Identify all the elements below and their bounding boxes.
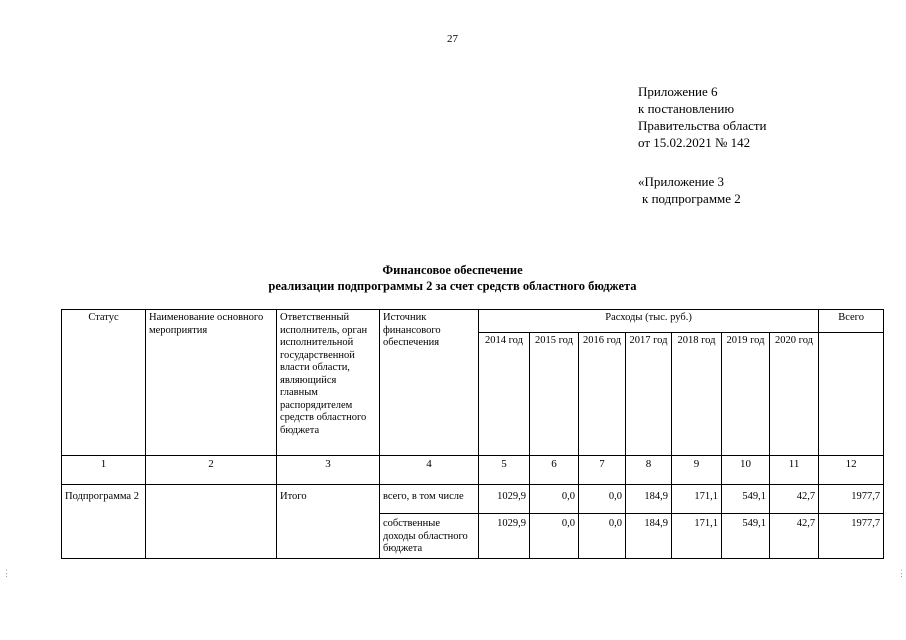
header-year: 2015 год (530, 333, 579, 456)
page-number: 27 (447, 33, 458, 45)
column-number: 6 (530, 456, 579, 485)
scan-margin-mark: ⋮ (897, 568, 906, 578)
row-value: 42,7 (770, 514, 819, 559)
row-status: Подпрограмма 2 (62, 485, 146, 559)
column-number: 7 (579, 456, 626, 485)
header-year: 2019 год (722, 333, 770, 456)
header-total-empty (819, 333, 884, 456)
header-expenses: Расходы (тыс. руб.) (479, 310, 819, 333)
row-total: 1977,7 (819, 514, 884, 559)
column-number: 10 (722, 456, 770, 485)
row-value: 549,1 (722, 485, 770, 514)
column-number: 11 (770, 456, 819, 485)
inner-appendix-block (638, 173, 741, 207)
header-total: Всего (819, 310, 884, 333)
column-number-row (62, 456, 884, 485)
column-number: 5 (479, 456, 530, 485)
title-line-1: Финансовое обеспечение (382, 263, 523, 277)
header-year: 2020 год (770, 333, 819, 456)
header-year: 2016 год (579, 333, 626, 456)
header-year: 2018 год (672, 333, 722, 456)
column-number: 3 (277, 456, 380, 485)
row-name (146, 485, 277, 559)
column-number: 8 (626, 456, 672, 485)
row-value: 171,1 (672, 514, 722, 559)
row-value: 0,0 (579, 485, 626, 514)
row-source: собственные доходы областного бюджета (380, 514, 479, 559)
row-value: 184,9 (626, 485, 672, 514)
header-source: Источник финансового обеспечения (380, 310, 479, 456)
table-row (62, 485, 884, 514)
appendix-line: к постановлению (638, 101, 735, 116)
document-title (0, 262, 905, 294)
row-executor: Итого (277, 485, 380, 559)
header-year: 2014 год (479, 333, 530, 456)
appendix-block (638, 83, 767, 151)
header-status: Статус (62, 310, 146, 456)
row-value: 0,0 (530, 485, 579, 514)
appendix-line: Правительства области (638, 118, 767, 133)
row-value: 42,7 (770, 485, 819, 514)
header-name: Наименование основного мероприятия (146, 310, 277, 456)
appendix-line: Приложение 6 (638, 84, 718, 99)
scan-margin-mark: ⋮ (2, 568, 11, 578)
header-executor: Ответственный исполнитель, орган исполнительной государственной власти области, являющийся главным распорядителем средств областного бюджета (277, 310, 380, 456)
column-number: 9 (672, 456, 722, 485)
inner-appendix-line: «Приложение 3 (638, 174, 725, 189)
row-value: 549,1 (722, 514, 770, 559)
title-line-2: реализации подпрограммы 2 за счет средств областного бюджета (268, 279, 637, 293)
financing-table (61, 309, 884, 559)
row-value: 1029,9 (479, 485, 530, 514)
row-value: 184,9 (626, 514, 672, 559)
row-value: 0,0 (530, 514, 579, 559)
column-number: 4 (380, 456, 479, 485)
column-number: 12 (819, 456, 884, 485)
appendix-line: от 15.02.2021 № 142 (638, 135, 751, 150)
inner-appendix-line: к подпрограмме 2 (642, 191, 741, 206)
header-year: 2017 год (626, 333, 672, 456)
row-source: всего, в том числе (380, 485, 479, 514)
row-value: 171,1 (672, 485, 722, 514)
header-row (62, 310, 884, 333)
row-value: 1029,9 (479, 514, 530, 559)
row-value: 0,0 (579, 514, 626, 559)
column-number: 1 (62, 456, 146, 485)
column-number: 2 (146, 456, 277, 485)
row-total: 1977,7 (819, 485, 884, 514)
